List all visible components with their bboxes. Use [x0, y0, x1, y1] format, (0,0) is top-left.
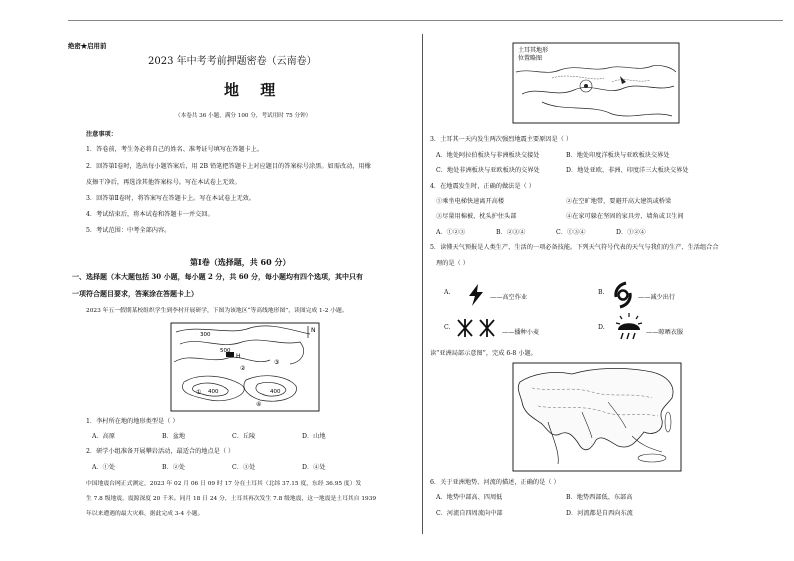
- subject-title: 地 理: [224, 81, 284, 99]
- map-label: ④: [256, 401, 262, 408]
- quake-text: 生 7.8 级地震，震源深度 20 千米。同月 18 日 24 分，土耳其再次发生 7.8 级地震，这一地震是土耳其自 1939: [86, 496, 377, 502]
- q6-option[interactable]: C．河流自四周流向中部: [436, 510, 503, 517]
- q6-option[interactable]: B．地势西部低、东部高: [566, 494, 633, 501]
- q5-stem-cont: 理的是（ ）: [436, 260, 469, 267]
- map-label: 400: [270, 389, 281, 395]
- asia-map: [512, 362, 682, 472]
- q4-option[interactable]: A．①②③: [436, 229, 466, 236]
- q1-option[interactable]: C．丘陵: [232, 433, 256, 440]
- q2-option[interactable]: A．①处: [92, 464, 116, 471]
- note-item: 4．考试结束后，将本试卷和答题卡一并交回。: [86, 211, 214, 218]
- note-item: 皮擦干净后，再选涂其他答案标号。写在本试卷上无效。: [86, 179, 241, 186]
- q2-option[interactable]: C．③处: [232, 464, 256, 471]
- q4-option[interactable]: B．②③④: [496, 229, 526, 236]
- lightning-icon: [466, 283, 486, 307]
- q3-option[interactable]: C．地处非洲板块与亚欧板块的交界处: [436, 167, 540, 174]
- q5-option-letter[interactable]: B.: [598, 289, 605, 296]
- note-item: 3．回答第Ⅱ卷时，将答案写在答题卡上。写在本试卷上无效。: [86, 195, 256, 202]
- map-label: ③: [274, 359, 280, 366]
- q4-item: ①乘坐电梯快速离开高楼: [436, 198, 505, 205]
- map-label: H: [236, 353, 241, 360]
- turkey-map: [512, 42, 680, 124]
- q3-option[interactable]: D．地处亚欧、非洲、印度洋三大板块交界处: [566, 167, 689, 174]
- q2-stem: 2．研学小组准备开展攀岩活动，最适合的地点是（ ）: [86, 448, 235, 455]
- map-label: ②: [240, 365, 246, 372]
- exam-meta: （本卷共 36 小题，满分 100 分，考试用时 75 分钟）: [175, 113, 312, 119]
- q3-stem: 3．土耳其一天内发生两次强烈地震主要原因是（ ）: [430, 136, 573, 143]
- q5-option-label: ——高空作业: [490, 294, 528, 301]
- map-label: 500: [220, 348, 231, 354]
- map-caption: 土耳其地形: [518, 47, 549, 54]
- q1-option[interactable]: D．山地: [302, 433, 326, 440]
- quake-text: 中国地震台网正式测定，2023 年 02 月 06 日 09 时 17 分在土耳其（北纬 37.15 度，东经 36.95 度）发: [86, 481, 362, 487]
- q5-option-letter[interactable]: A.: [444, 289, 451, 296]
- choice-instructions: 一、选择题（本大题包括 30 小题，每小题 2 分，共 60 分，每小题均有四个选项，其中只有: [72, 272, 363, 281]
- q1-option[interactable]: B．盆地: [162, 433, 186, 440]
- quake-text: 年以来遭遇的最大灾难，据此完成 3-4 小题。: [86, 511, 204, 517]
- note-item: 1．答卷前，考生务必将自己的姓名、准考证号填写在答题卡上。: [86, 146, 264, 153]
- header-rule: [68, 20, 783, 21]
- q4-option[interactable]: D．①②④: [616, 229, 646, 236]
- q4-item: ③尽量用棉被、枕头护住头部: [436, 213, 517, 220]
- q3-option[interactable]: A．地处阿拉伯板块与非洲板块交接处: [436, 152, 540, 159]
- q6-option[interactable]: D．河流都是自西向东流: [566, 510, 633, 517]
- notes-heading: 注意事项：: [86, 131, 117, 138]
- map-label: 400: [208, 389, 219, 395]
- column-divider: [422, 34, 423, 534]
- q5-option-letter[interactable]: D.: [598, 324, 605, 331]
- map-label: 300: [200, 332, 211, 338]
- q4-item: ④在家可躲在坚固的家具旁、墙角或卫生间: [566, 213, 684, 220]
- typhoon-icon: [612, 281, 634, 309]
- asia-intro: 读“亚洲局部示意图”，完成 6-8 小题。: [430, 350, 537, 357]
- q5-option-label: ——减少出行: [638, 294, 676, 301]
- snow-icon: [456, 318, 498, 338]
- section-heading: 第Ⅰ卷（选择题，共 60 分）: [190, 257, 291, 267]
- q4-stem: 4．在地震发生时，正确的做法是（ ）: [430, 183, 535, 190]
- note-item: 5．考试范围：中考全部内容。: [86, 227, 171, 234]
- q2-option[interactable]: D．④处: [302, 464, 326, 471]
- q1-option[interactable]: A．高原: [92, 433, 116, 440]
- secret-label: 绝密★启用前: [68, 42, 107, 50]
- q5-option-label: ——晾晒衣服: [646, 329, 684, 336]
- q4-item: ②在空旷地带，要避开高大建筑或桥梁: [566, 198, 672, 205]
- q3-option[interactable]: B．地处印度洋板块与亚欧板块交界处: [566, 152, 670, 159]
- map-caption: 位置略图: [518, 55, 543, 62]
- q5-option-label: ——播种小麦: [502, 329, 540, 336]
- q5-option-letter[interactable]: C.: [444, 324, 451, 331]
- contour-map: [170, 322, 320, 412]
- map-label: ①: [196, 389, 202, 396]
- q2-option[interactable]: B．②处: [162, 464, 186, 471]
- map-label: N: [311, 327, 316, 334]
- q6-option[interactable]: A．地势中部高、四周低: [436, 494, 503, 501]
- sun-rain-icon: [614, 312, 644, 342]
- map-intro: 2023 年五一假期某校组织学生到李村开展研学，下图为该地区“等高线地形图”，读图完成 1-2 小题。: [86, 308, 348, 314]
- q4-option[interactable]: C．①③④: [556, 229, 586, 236]
- q1-stem: 1．李村所在地的地形类型是（ ）: [86, 418, 179, 425]
- choice-instructions-cont: 一项符合题目要求，答案涂在答题卡上）: [72, 289, 198, 298]
- exam-title: 2023 年中考考前押题密卷（云南卷）: [148, 56, 317, 67]
- q6-stem: 6．关于亚洲地势、河流的描述，正确的是（ ）: [430, 479, 560, 486]
- note-item: 2．回答第Ⅰ卷时，选出每小题答案后，用 2B 铅笔把答题卡上对应题目的答案标号涂黑。如需改动，用橡: [86, 163, 371, 170]
- q5-stem: 5．读懂天气预报是人类生产、生活的一项必备技能。下列天气符号代表的天气与我们的生产、生活组合合: [430, 244, 719, 251]
